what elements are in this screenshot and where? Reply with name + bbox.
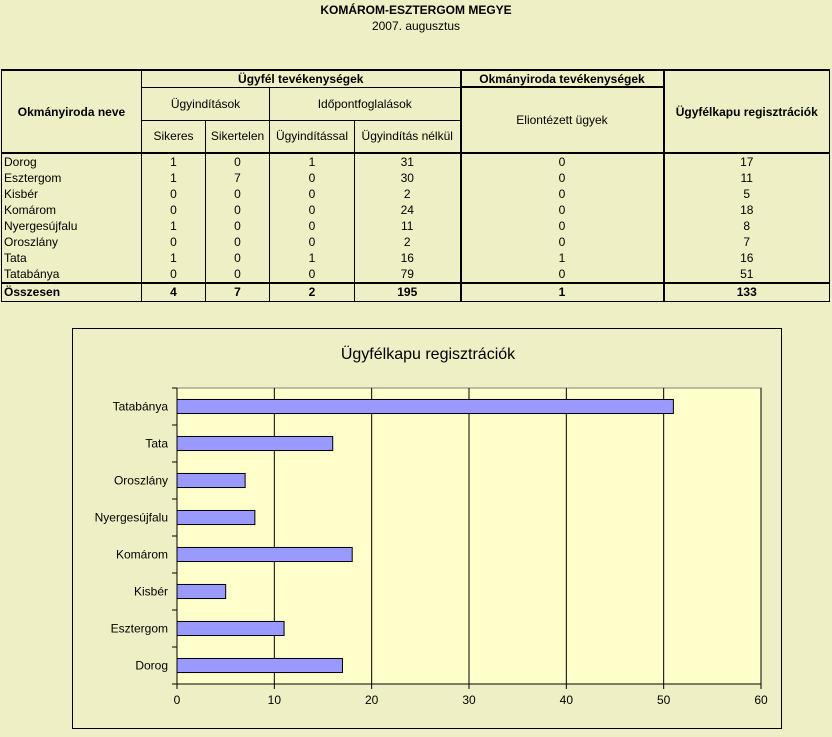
sub-header-bookings: Időpontfoglalások xyxy=(270,87,461,120)
statistics-table xyxy=(1,69,830,302)
success-cell: 1 xyxy=(142,250,206,266)
without-start-cell: 31 xyxy=(355,153,461,170)
office-name: Komárom xyxy=(2,202,142,218)
x-tick-label: 30 xyxy=(462,693,476,707)
col-header-processed: Eliontézett ügyek xyxy=(461,87,664,153)
fail-cell: 0 xyxy=(206,202,270,218)
page-title: KOMÁROM-ESZTERGOM MEGYE xyxy=(320,3,512,17)
fail-cell: 0 xyxy=(206,266,270,283)
gateway-cell: 16 xyxy=(664,250,830,266)
without-start-cell: 16 xyxy=(355,250,461,266)
table-row xyxy=(2,218,830,234)
col-header-fail: Sikertelen xyxy=(206,120,270,153)
category-label: Komárom xyxy=(115,547,168,562)
total-fail: 7 xyxy=(206,283,270,302)
processed-cell: 0 xyxy=(461,218,664,234)
office-name: Tata xyxy=(2,250,142,266)
gateway-cell: 17 xyxy=(664,153,830,170)
without-start-cell: 2 xyxy=(355,186,461,202)
x-tick-label: 50 xyxy=(656,693,671,707)
x-tick-label: 10 xyxy=(267,693,282,707)
processed-cell: 0 xyxy=(461,266,664,283)
success-cell: 0 xyxy=(142,202,206,218)
bar-esztergom xyxy=(177,621,284,635)
col-header-success: Sikeres xyxy=(142,120,206,153)
with-start-cell: 1 xyxy=(270,153,355,170)
category-label: Kisbér xyxy=(133,584,168,599)
bar-tata xyxy=(177,436,333,450)
x-tick-label: 40 xyxy=(559,693,574,707)
with-start-cell: 0 xyxy=(270,170,355,186)
x-tick-label: 0 xyxy=(173,693,181,707)
success-cell: 1 xyxy=(142,170,206,186)
bar-nyergesújfalu xyxy=(177,510,255,524)
fail-cell: 0 xyxy=(206,234,270,250)
table-row xyxy=(2,266,830,283)
table-row xyxy=(2,186,830,202)
without-start-cell: 11 xyxy=(355,218,461,234)
table-row xyxy=(2,153,830,170)
without-start-cell: 2 xyxy=(355,234,461,250)
page-subtitle: 2007. augusztus xyxy=(371,19,461,33)
col-header-without-start: Ügyindítás nélkül xyxy=(355,120,461,153)
bar-oroszlány xyxy=(177,473,245,487)
without-start-cell: 79 xyxy=(355,266,461,283)
bar-chart xyxy=(73,329,781,728)
sub-header-starts: Ügyindítások xyxy=(142,87,270,120)
office-name: Dorog xyxy=(2,153,142,170)
category-label: Nyergesújfalu xyxy=(94,510,168,525)
processed-cell: 0 xyxy=(461,234,664,250)
total-with-start: 2 xyxy=(270,283,355,302)
processed-cell: 0 xyxy=(461,202,664,218)
processed-cell: 0 xyxy=(461,186,664,202)
bar-kisbér xyxy=(177,584,226,598)
x-tick-label: 20 xyxy=(364,693,379,707)
group-header-client: Ügyfél tevékenységek xyxy=(142,70,461,87)
total-processed: 1 xyxy=(461,283,664,302)
gateway-cell: 11 xyxy=(664,170,830,186)
processed-cell: 1 xyxy=(461,250,664,266)
category-label: Esztergom xyxy=(110,621,168,636)
office-name: Nyergesújfalu xyxy=(2,218,142,234)
category-label: Dorog xyxy=(135,658,168,673)
table-row xyxy=(2,170,830,186)
without-start-cell: 30 xyxy=(355,170,461,186)
total-success: 4 xyxy=(142,283,206,302)
x-tick-label: 60 xyxy=(754,693,768,707)
gateway-cell: 8 xyxy=(664,218,830,234)
fail-cell: 0 xyxy=(206,186,270,202)
office-name: Esztergom xyxy=(2,170,142,186)
total-row xyxy=(2,283,830,302)
category-label: Tata xyxy=(145,436,168,451)
category-label: Tatabánya xyxy=(112,399,168,414)
gateway-cell: 5 xyxy=(664,186,830,202)
total-gateway: 133 xyxy=(664,283,830,302)
office-name: Oroszlány xyxy=(2,234,142,250)
bar-komárom xyxy=(177,547,352,561)
total-label: Összesen xyxy=(2,283,142,302)
with-start-cell: 0 xyxy=(270,186,355,202)
office-name: Kisbér xyxy=(2,186,142,202)
fail-cell: 7 xyxy=(206,170,270,186)
table-row xyxy=(2,202,830,218)
category-label: Oroszlány xyxy=(113,473,168,488)
table-row xyxy=(2,234,830,250)
group-header-office: Okmányiroda tevékenységek xyxy=(461,70,664,87)
gateway-cell: 7 xyxy=(664,234,830,250)
success-cell: 0 xyxy=(142,266,206,283)
success-cell: 1 xyxy=(142,153,206,170)
success-cell: 0 xyxy=(142,234,206,250)
chart-title: Ügyfélkapu regisztrációk xyxy=(340,346,516,363)
col-header-gateway: Ügyfélkapu regisztrációk xyxy=(664,70,830,153)
fail-cell: 0 xyxy=(206,250,270,266)
with-start-cell: 0 xyxy=(270,234,355,250)
with-start-cell: 0 xyxy=(270,218,355,234)
col-header-office-name: Okmányiroda neve xyxy=(2,70,142,153)
with-start-cell: 1 xyxy=(270,250,355,266)
without-start-cell: 24 xyxy=(355,202,461,218)
bar-dorog xyxy=(177,658,342,672)
gateway-cell: 18 xyxy=(664,202,830,218)
gateway-cell: 51 xyxy=(664,266,830,283)
processed-cell: 0 xyxy=(461,170,664,186)
with-start-cell: 0 xyxy=(270,202,355,218)
fail-cell: 0 xyxy=(206,153,270,170)
with-start-cell: 0 xyxy=(270,266,355,283)
fail-cell: 0 xyxy=(206,218,270,234)
bar-tatabánya xyxy=(177,399,673,413)
table-row xyxy=(2,250,830,266)
col-header-with-start: Ügyindítással xyxy=(270,120,355,153)
success-cell: 1 xyxy=(142,218,206,234)
processed-cell: 0 xyxy=(461,153,664,170)
success-cell: 0 xyxy=(142,186,206,202)
total-without-start: 195 xyxy=(355,283,461,302)
office-name: Tatabánya xyxy=(2,266,142,283)
chart-container xyxy=(72,328,782,729)
